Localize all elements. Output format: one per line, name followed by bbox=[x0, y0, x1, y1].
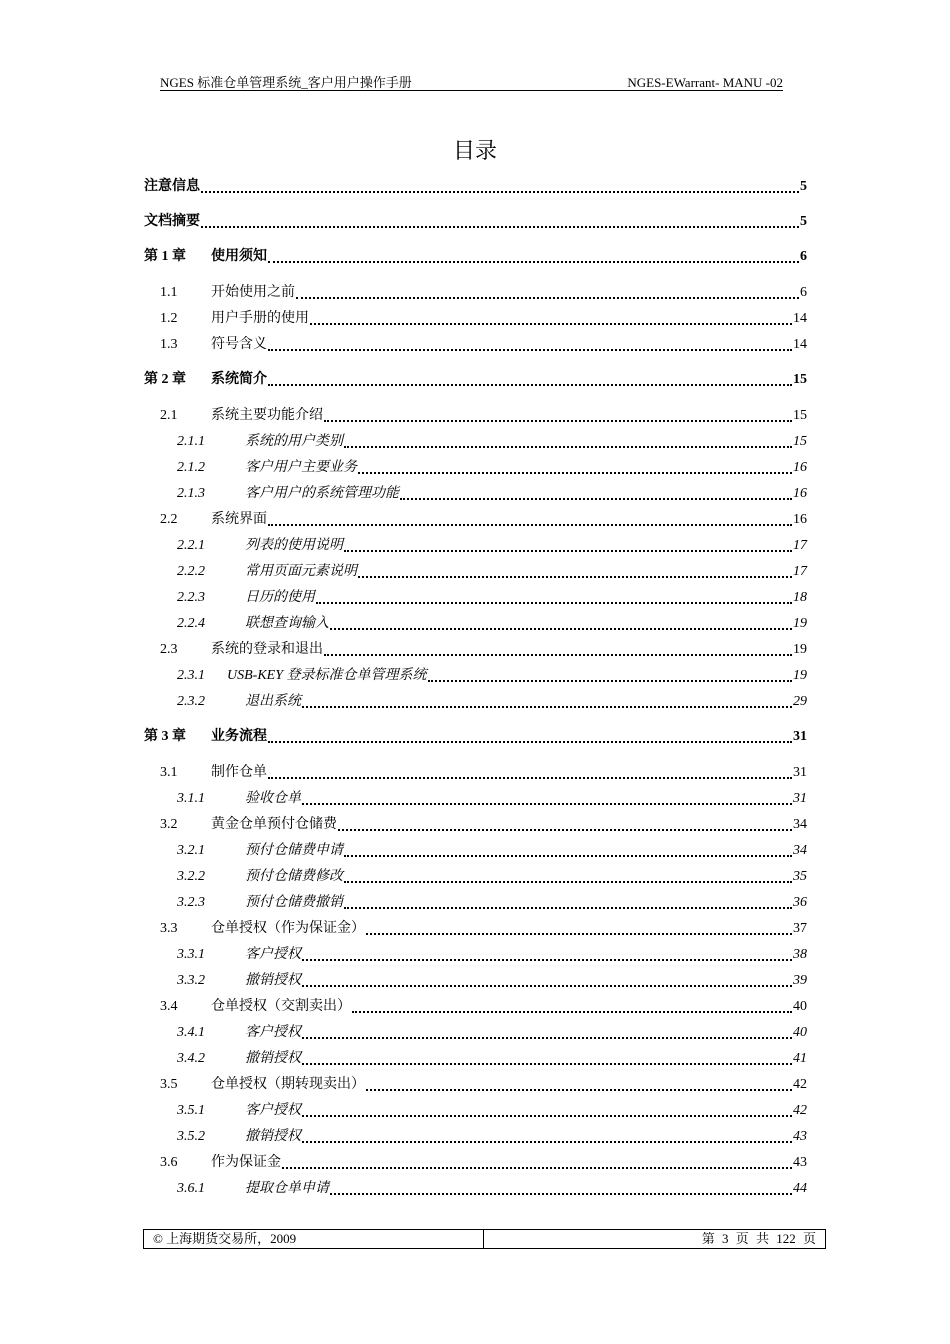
toc-entry[interactable] bbox=[144, 246, 807, 266]
toc-entry-number: 2.2.2 bbox=[177, 564, 205, 579]
toc-entry-label: 客户用户的系统管理功能 bbox=[245, 486, 399, 501]
toc-entry-label: 客户授权 bbox=[245, 1025, 301, 1040]
toc-dot-leader bbox=[344, 534, 792, 552]
toc-entry[interactable] bbox=[144, 814, 807, 834]
toc-entry[interactable] bbox=[144, 691, 807, 711]
toc-dot-leader bbox=[338, 813, 792, 831]
toc-entry-page: 18 bbox=[793, 590, 807, 605]
toc-entry[interactable] bbox=[144, 726, 807, 746]
toc-entry-number: 3.4.1 bbox=[177, 1025, 205, 1040]
toc-entry-label: 开始使用之前 bbox=[211, 285, 295, 300]
toc-entry-label: 黄金仓单预付仓储费 bbox=[211, 817, 337, 832]
toc-entry-page: 31 bbox=[793, 729, 807, 744]
toc-entry[interactable] bbox=[144, 535, 807, 555]
toc-entry-number: 2.1.1 bbox=[177, 434, 205, 449]
toc-entry-page: 14 bbox=[793, 337, 807, 352]
page-footer bbox=[143, 1229, 826, 1249]
toc-entry-page: 42 bbox=[793, 1077, 807, 1092]
toc-entry[interactable] bbox=[144, 639, 807, 659]
toc-entry[interactable] bbox=[144, 866, 807, 886]
toc-entry-number: 2.3.2 bbox=[177, 694, 205, 709]
toc-entry-number: 3.2.3 bbox=[177, 895, 205, 910]
toc-entry-label: 常用页面元素说明 bbox=[245, 564, 357, 579]
toc-entry[interactable] bbox=[144, 561, 807, 581]
toc-entry-label: 仓单授权（交割卖出） bbox=[211, 999, 351, 1014]
toc-entry-label: 预付仓储费撤销 bbox=[245, 895, 343, 910]
toc-entry-number: 第 1 章 bbox=[144, 249, 186, 264]
toc-entry-number: 3.5.1 bbox=[177, 1103, 205, 1118]
toc-entry[interactable] bbox=[144, 334, 807, 354]
toc-entry-label: 撤销授权 bbox=[245, 1051, 301, 1066]
toc-dot-leader bbox=[302, 943, 792, 961]
toc-entry-number: 2.1 bbox=[160, 408, 178, 423]
toc-entry-page: 15 bbox=[793, 372, 807, 387]
toc-entry[interactable] bbox=[144, 840, 807, 860]
toc-entry[interactable] bbox=[144, 1126, 807, 1146]
toc-entry[interactable] bbox=[144, 211, 807, 231]
toc-entry[interactable] bbox=[144, 1178, 807, 1198]
toc-entry-label: 使用须知 bbox=[211, 249, 267, 264]
toc-entry-label: 制作仓单 bbox=[211, 765, 267, 780]
toc-dot-leader bbox=[296, 281, 799, 299]
toc-entry-number: 2.2.4 bbox=[177, 616, 205, 631]
toc-entry-label: 仓单授权（期转现卖出） bbox=[211, 1077, 365, 1092]
toc-entry-label: 退出系统 bbox=[245, 694, 301, 709]
toc-dot-leader bbox=[302, 1047, 792, 1065]
toc-dot-leader bbox=[344, 839, 792, 857]
toc-entry[interactable] bbox=[144, 996, 807, 1016]
toc-entry-number: 2.1.2 bbox=[177, 460, 205, 475]
toc-entry-page: 19 bbox=[793, 616, 807, 631]
toc-entry[interactable] bbox=[144, 1022, 807, 1042]
toc-dot-leader bbox=[268, 761, 792, 779]
toc-entry-number: 3.5.2 bbox=[177, 1129, 205, 1144]
toc-entry-number: 3.1 bbox=[160, 765, 178, 780]
toc-entry-label: 撤销授权 bbox=[245, 973, 301, 988]
toc-entry[interactable] bbox=[144, 944, 807, 964]
toc-entry[interactable] bbox=[144, 587, 807, 607]
toc-entry-label: 符号含义 bbox=[211, 337, 267, 352]
toc-entry[interactable] bbox=[144, 282, 807, 302]
toc-entry-number: 3.1.1 bbox=[177, 791, 205, 806]
toc-entry-label: 提取仓单申请 bbox=[245, 1181, 329, 1196]
toc-dot-leader bbox=[282, 1151, 792, 1169]
toc-dot-leader bbox=[268, 725, 792, 743]
toc-dot-leader bbox=[324, 404, 792, 422]
toc-entry-page: 43 bbox=[793, 1129, 807, 1144]
toc-dot-leader bbox=[268, 368, 792, 386]
toc-entry-label: 系统的登录和退出 bbox=[211, 642, 323, 657]
toc-entry-number: 2.3.1 bbox=[177, 668, 205, 683]
toc-entry[interactable] bbox=[144, 918, 807, 938]
toc-dot-leader bbox=[330, 1177, 792, 1195]
toc-entry-label: 客户授权 bbox=[245, 947, 301, 962]
toc-entry-page: 16 bbox=[793, 460, 807, 475]
toc-entry[interactable] bbox=[144, 405, 807, 425]
toc-entry-number: 1.3 bbox=[160, 337, 178, 352]
toc-entry-page: 31 bbox=[793, 765, 807, 780]
toc-entry-number: 3.2.1 bbox=[177, 843, 205, 858]
toc-entry[interactable] bbox=[144, 483, 807, 503]
toc-entry[interactable] bbox=[144, 1152, 807, 1172]
toc-entry-label: 联想查询输入 bbox=[245, 616, 329, 631]
toc-dot-leader bbox=[366, 1073, 792, 1091]
toc-entry-page: 40 bbox=[793, 999, 807, 1014]
toc-entry-label: 系统简介 bbox=[211, 372, 267, 387]
toc-entry-label: 列表的使用说明 bbox=[245, 538, 343, 553]
toc-entry-page: 5 bbox=[800, 214, 807, 229]
toc-dot-leader bbox=[302, 787, 792, 805]
toc-entry-number: 3.3.1 bbox=[177, 947, 205, 962]
toc-entry-label: 预付仓储费申请 bbox=[245, 843, 343, 858]
toc-entry-number: 1.1 bbox=[160, 285, 178, 300]
toc-entry[interactable] bbox=[144, 1074, 807, 1094]
toc-entry[interactable] bbox=[144, 369, 807, 389]
toc-dot-leader bbox=[268, 333, 792, 351]
toc-entry-page: 19 bbox=[793, 642, 807, 657]
toc-entry-label: 客户用户主要业务 bbox=[245, 460, 357, 475]
toc-entry[interactable] bbox=[144, 1048, 807, 1068]
toc-entry-number: 3.5 bbox=[160, 1077, 178, 1092]
toc-dot-leader bbox=[268, 508, 792, 526]
toc-entry-label: 用户手册的使用 bbox=[211, 311, 309, 326]
toc-entry[interactable] bbox=[144, 665, 807, 685]
toc-entry[interactable] bbox=[144, 431, 807, 451]
toc-entry-label: 验收仓单 bbox=[245, 791, 301, 806]
toc-entry-page: 35 bbox=[793, 869, 807, 884]
toc-dot-leader bbox=[302, 1099, 792, 1117]
toc-entry-number: 第 3 章 bbox=[144, 729, 186, 744]
toc-entry-page: 6 bbox=[800, 249, 807, 264]
toc-entry-page: 38 bbox=[793, 947, 807, 962]
toc-entry-label: 系统主要功能介绍 bbox=[211, 408, 323, 423]
toc-dot-leader bbox=[344, 430, 792, 448]
toc-entry-label: 系统的用户类别 bbox=[245, 434, 343, 449]
toc-entry[interactable] bbox=[144, 457, 807, 477]
toc-entry-number: 3.2 bbox=[160, 817, 178, 832]
toc-entry-label: 注意信息 bbox=[144, 179, 200, 194]
toc-entry[interactable] bbox=[144, 1100, 807, 1120]
toc-entry-number: 3.2.2 bbox=[177, 869, 205, 884]
toc-dot-leader bbox=[352, 995, 792, 1013]
toc-dot-leader bbox=[344, 891, 792, 909]
toc-entry-number: 3.4.2 bbox=[177, 1051, 205, 1066]
toc-dot-leader bbox=[201, 210, 799, 228]
toc-entry[interactable] bbox=[144, 892, 807, 912]
toc-entry-page: 43 bbox=[793, 1155, 807, 1170]
toc-dot-leader bbox=[302, 969, 792, 987]
toc-entry[interactable] bbox=[144, 176, 807, 196]
toc-entry-number: 1.2 bbox=[160, 311, 178, 326]
toc-entry-label: 客户授权 bbox=[245, 1103, 301, 1118]
toc-title: 目录 bbox=[452, 138, 497, 163]
toc-entry-page: 16 bbox=[793, 486, 807, 501]
toc-dot-leader bbox=[201, 175, 799, 193]
toc-entry[interactable] bbox=[144, 509, 807, 529]
toc-dot-leader bbox=[400, 482, 792, 500]
toc-entry-page: 15 bbox=[793, 434, 807, 449]
toc-entry-number: 第 2 章 bbox=[144, 372, 186, 387]
toc-entry-page: 17 bbox=[793, 564, 807, 579]
toc-entry-page: 39 bbox=[793, 973, 807, 988]
toc-entry-number: 2.2.3 bbox=[177, 590, 205, 605]
toc-entry-page: 44 bbox=[793, 1181, 807, 1196]
toc-entry-label: 文档摘要 bbox=[144, 214, 200, 229]
toc-entry-number: 3.6 bbox=[160, 1155, 178, 1170]
toc-dot-leader bbox=[310, 307, 792, 325]
toc-dot-leader bbox=[302, 1021, 792, 1039]
toc-entry-number: 3.3.2 bbox=[177, 973, 205, 988]
toc-entry-page: 36 bbox=[793, 895, 807, 910]
toc-entry-label: 仓单授权（作为保证金） bbox=[211, 921, 365, 936]
toc-dot-leader bbox=[358, 456, 792, 474]
toc-dot-leader bbox=[330, 612, 792, 630]
toc-dot-leader bbox=[366, 917, 792, 935]
toc-entry[interactable] bbox=[144, 613, 807, 633]
toc-entry-page: 19 bbox=[793, 668, 807, 683]
toc-entry-page: 41 bbox=[793, 1051, 807, 1066]
toc-entry-label: 系统界面 bbox=[211, 512, 267, 527]
toc-entry-page: 17 bbox=[793, 538, 807, 553]
toc-entry-number: 2.3 bbox=[160, 642, 178, 657]
toc-entry-page: 29 bbox=[793, 694, 807, 709]
toc-entry-number: 2.2 bbox=[160, 512, 178, 527]
toc-entry[interactable] bbox=[144, 970, 807, 990]
toc-entry-page: 42 bbox=[793, 1103, 807, 1118]
toc-entry-number: 3.6.1 bbox=[177, 1181, 205, 1196]
toc-entry-page: 34 bbox=[793, 817, 807, 832]
toc-entry-label: 业务流程 bbox=[211, 729, 267, 744]
toc-entry-label: 撤销授权 bbox=[245, 1129, 301, 1144]
toc-dot-leader bbox=[324, 638, 792, 656]
toc-entry-page: 15 bbox=[793, 408, 807, 423]
toc-entry-number: 2.1.3 bbox=[177, 486, 205, 501]
toc-dot-leader bbox=[302, 1125, 792, 1143]
toc-entry-page: 40 bbox=[793, 1025, 807, 1040]
header-document-title: NGES 标准仓单管理系统_客户用户操作手册 bbox=[160, 75, 412, 90]
toc-entry[interactable] bbox=[144, 788, 807, 808]
toc-entry-page: 5 bbox=[800, 179, 807, 194]
toc-entry-number: 3.3 bbox=[160, 921, 178, 936]
toc-entry-label: 预付仓储费修改 bbox=[245, 869, 343, 884]
toc-dot-leader bbox=[428, 664, 793, 682]
footer-copyright: © 上海期货交易所，2009 bbox=[144, 1230, 484, 1248]
toc-entry[interactable] bbox=[144, 308, 807, 328]
toc-dot-leader bbox=[344, 865, 792, 883]
toc-entry-page: 34 bbox=[793, 843, 807, 858]
toc-dot-leader bbox=[316, 586, 792, 604]
toc-dot-leader bbox=[358, 560, 792, 578]
toc-entry-number: 2.2.1 bbox=[177, 538, 205, 553]
toc-entry-label: 作为保证金 bbox=[211, 1155, 281, 1170]
toc-entry-page: 6 bbox=[800, 285, 807, 300]
toc-entry-label: USB-KEY 登录标准仓单管理系统 bbox=[227, 668, 427, 683]
toc-entry-page: 37 bbox=[793, 921, 807, 936]
toc-entry-label: 日历的使用 bbox=[245, 590, 315, 605]
toc-entry-page: 14 bbox=[793, 311, 807, 326]
toc-entry-page: 31 bbox=[793, 791, 807, 806]
toc-entry[interactable] bbox=[144, 762, 807, 782]
footer-page-number: 第 3 页 共 122 页 bbox=[701, 1231, 816, 1246]
page-header bbox=[160, 76, 783, 91]
toc-dot-leader bbox=[302, 690, 792, 708]
toc-dot-leader bbox=[268, 245, 799, 263]
toc-entry-page: 16 bbox=[793, 512, 807, 527]
header-document-code: NGES-EWarrant- MANU -02 bbox=[627, 75, 783, 90]
toc-entry-number: 3.4 bbox=[160, 999, 178, 1014]
